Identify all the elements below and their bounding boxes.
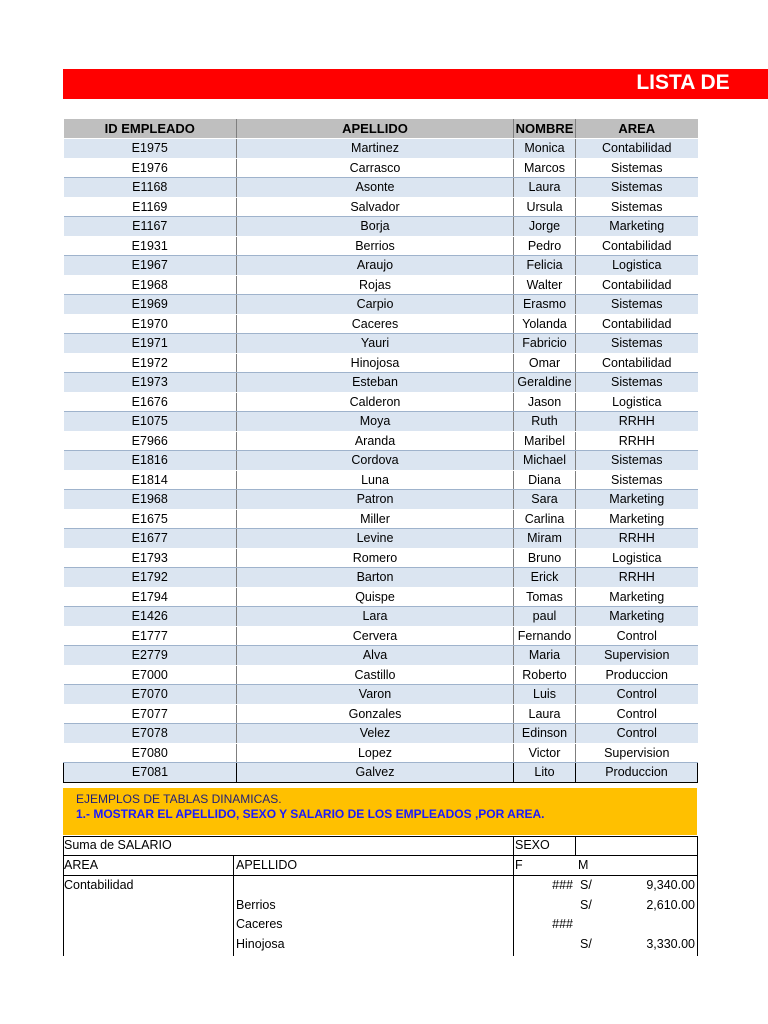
cell-id[interactable]: E1167	[64, 217, 237, 237]
cell-apellido[interactable]: Calderon	[237, 392, 514, 412]
header-apellido[interactable]: APELLIDO	[237, 119, 514, 139]
cell-id[interactable]: E1976	[64, 158, 237, 178]
cell-nombre[interactable]: Miram	[514, 529, 576, 549]
cell-id[interactable]: E1969	[64, 295, 237, 315]
cell-nombre[interactable]: Sara	[514, 490, 576, 510]
cell-apellido[interactable]: Yauri	[237, 334, 514, 354]
table-row	[64, 704, 698, 724]
cell-area[interactable]: Marketing	[576, 509, 698, 529]
cell-area[interactable]: Sistemas	[576, 334, 698, 354]
cell-id[interactable]: E1792	[64, 568, 237, 588]
cell-apellido[interactable]: Gonzales	[237, 704, 514, 724]
table-row	[64, 256, 698, 276]
employee-table	[63, 119, 698, 783]
table-row	[64, 665, 698, 685]
cell-apellido[interactable]: Berrios	[237, 236, 514, 256]
cell-apellido[interactable]: Quispe	[237, 587, 514, 607]
cell-id[interactable]: E7966	[64, 431, 237, 451]
cell-area[interactable]: Marketing	[576, 490, 698, 510]
cell-area[interactable]: RRHH	[576, 568, 698, 588]
table-row	[64, 743, 698, 763]
cell-id[interactable]: E1968	[64, 275, 237, 295]
cell-area[interactable]: Sistemas	[576, 451, 698, 471]
cell-area[interactable]: Control	[576, 724, 698, 744]
table-row	[64, 412, 698, 432]
cell-area[interactable]: Contabilidad	[576, 236, 698, 256]
cell-apellido[interactable]: Moya	[237, 412, 514, 432]
table-row	[64, 646, 698, 666]
cell-nombre[interactable]: Omar	[514, 353, 576, 373]
pivot-line	[63, 855, 697, 856]
cell-id[interactable]: E1968	[64, 490, 237, 510]
cell-apellido[interactable]: Carpio	[237, 295, 514, 315]
cell-apellido[interactable]: Aranda	[237, 431, 514, 451]
cell-nombre[interactable]: Ursula	[514, 197, 576, 217]
cell-apellido[interactable]: Velez	[237, 724, 514, 744]
table-row	[64, 763, 698, 783]
instructions-task[interactable]: 1.- MOSTRAR EL APELLIDO, SEXO Y SALARIO DE LOS EMPLEADOS ,POR AREA.	[76, 807, 545, 821]
cell-nombre[interactable]: Edinson	[514, 724, 576, 744]
cell-apellido[interactable]: Miller	[237, 509, 514, 529]
cell-area[interactable]: Produccion	[576, 665, 698, 685]
cell-apellido[interactable]: Patron	[237, 490, 514, 510]
cell-nombre[interactable]: Monica	[514, 139, 576, 159]
cell-apellido[interactable]: Hinojosa	[237, 353, 514, 373]
cell-apellido[interactable]: Castillo	[237, 665, 514, 685]
table-row	[64, 139, 698, 159]
instructions-box	[63, 788, 697, 835]
table-row	[64, 217, 698, 237]
pivot-sum-label[interactable]: Suma de SALARIO	[64, 838, 172, 852]
cell-id[interactable]: E1972	[64, 353, 237, 373]
cell-area[interactable]: RRHH	[576, 529, 698, 549]
header-area[interactable]: AREA	[576, 119, 698, 139]
cell-id[interactable]: E1675	[64, 509, 237, 529]
cell-area[interactable]: Sistemas	[576, 178, 698, 198]
cell-apellido[interactable]: Lopez	[237, 743, 514, 763]
table-row	[64, 587, 698, 607]
cell-id[interactable]: E1676	[64, 392, 237, 412]
pivot-area-header[interactable]: AREA	[64, 858, 99, 872]
cell-area[interactable]: Sistemas	[576, 197, 698, 217]
pivot-line	[233, 855, 234, 956]
cell-apellido[interactable]: Martinez	[237, 139, 514, 159]
cell-nombre[interactable]: Fabricio	[514, 334, 576, 354]
cell-nombre[interactable]: Carlina	[514, 509, 576, 529]
table-row	[64, 178, 698, 198]
pivot-col-field[interactable]: SEXO	[515, 838, 550, 852]
cell-id[interactable]: E1971	[64, 334, 237, 354]
pivot-apellido-header[interactable]: APELLIDO	[236, 858, 298, 872]
cell-area[interactable]: Control	[576, 626, 698, 646]
table-row	[64, 373, 698, 393]
cell-nombre[interactable]: Geraldine	[514, 373, 576, 393]
cell-nombre[interactable]: Fernando	[514, 626, 576, 646]
cell-apellido[interactable]: Varon	[237, 685, 514, 705]
pivot-cell-m[interactable]: 3,330.00	[646, 936, 695, 951]
cell-id[interactable]: E1814	[64, 470, 237, 490]
cell-nombre[interactable]: Laura	[514, 704, 576, 724]
cell-area[interactable]: RRHH	[576, 412, 698, 432]
cell-nombre[interactable]: Maribel	[514, 431, 576, 451]
cell-id[interactable]: E7080	[64, 743, 237, 763]
cell-id[interactable]: E1967	[64, 256, 237, 276]
cell-area[interactable]: Supervision	[576, 646, 698, 666]
pivot-table	[63, 836, 697, 956]
table-row	[64, 509, 698, 529]
cell-area[interactable]: Contabilidad	[576, 275, 698, 295]
cell-area[interactable]: Marketing	[576, 217, 698, 237]
page-title: LISTA DE	[636, 71, 730, 94]
cell-area[interactable]: Contabilidad	[576, 314, 698, 334]
cell-id[interactable]: E1816	[64, 451, 237, 471]
pivot-line	[63, 875, 697, 876]
cell-id[interactable]: E7070	[64, 685, 237, 705]
pivot-cell-apellido[interactable]: Caceres	[236, 917, 283, 931]
cell-id[interactable]: E1973	[64, 373, 237, 393]
table-row	[64, 314, 698, 334]
table-row	[64, 724, 698, 744]
cell-apellido[interactable]: Lara	[237, 607, 514, 627]
cell-nombre[interactable]: paul	[514, 607, 576, 627]
cell-area[interactable]: Sistemas	[576, 158, 698, 178]
cell-nombre[interactable]: Erasmo	[514, 295, 576, 315]
cell-nombre[interactable]: Yolanda	[514, 314, 576, 334]
cell-id[interactable]: E7078	[64, 724, 237, 744]
cell-nombre[interactable]: Lito	[514, 763, 576, 783]
cell-area[interactable]: Logistica	[576, 392, 698, 412]
table-row	[64, 529, 698, 549]
pivot-cell-currency[interactable]: S/	[580, 936, 592, 951]
cell-area[interactable]: Marketing	[576, 607, 698, 627]
pivot-cell-f[interactable]: ###	[552, 917, 573, 931]
employee-table-body	[64, 139, 698, 783]
pivot-line	[63, 836, 64, 956]
cell-nombre[interactable]: Bruno	[514, 548, 576, 568]
cell-nombre[interactable]: Ruth	[514, 412, 576, 432]
pivot-cell-area[interactable]: Contabilidad	[64, 878, 134, 892]
cell-apellido[interactable]: Carrasco	[237, 158, 514, 178]
cell-area[interactable]: Produccion	[576, 763, 698, 783]
cell-area[interactable]: Control	[576, 704, 698, 724]
cell-area[interactable]: Supervision	[576, 743, 698, 763]
pivot-f-header[interactable]: F	[515, 858, 523, 872]
cell-nombre[interactable]: Walter	[514, 275, 576, 295]
table-row	[64, 197, 698, 217]
cell-apellido[interactable]: Araujo	[237, 256, 514, 276]
cell-id[interactable]: E1794	[64, 587, 237, 607]
cell-id[interactable]: E1970	[64, 314, 237, 334]
table-row	[64, 236, 698, 256]
instructions-title[interactable]: EJEMPLOS DE TABLAS DINAMICAS.	[76, 792, 282, 806]
header-id[interactable]: ID EMPLEADO	[64, 119, 237, 139]
table-row	[64, 548, 698, 568]
table-row	[64, 158, 698, 178]
cell-apellido[interactable]: Salvador	[237, 197, 514, 217]
pivot-cell-currency[interactable]: S/	[580, 897, 592, 912]
cell-apellido[interactable]: Asonte	[237, 178, 514, 198]
table-row	[64, 431, 698, 451]
cell-id[interactable]: E7081	[64, 763, 237, 783]
pivot-line	[513, 836, 514, 956]
table-row	[64, 685, 698, 705]
cell-area[interactable]: Contabilidad	[576, 139, 698, 159]
cell-id[interactable]: E2779	[64, 646, 237, 666]
table-row	[64, 568, 698, 588]
table-row	[64, 607, 698, 627]
cell-area[interactable]: Control	[576, 685, 698, 705]
cell-apellido[interactable]: Alva	[237, 646, 514, 666]
cell-apellido[interactable]: Cervera	[237, 626, 514, 646]
table-row	[64, 490, 698, 510]
cell-area[interactable]: Marketing	[576, 587, 698, 607]
cell-apellido[interactable]: Caceres	[237, 314, 514, 334]
cell-area[interactable]: Logistica	[576, 548, 698, 568]
pivot-line	[575, 836, 576, 856]
pivot-cell-apellido[interactable]: Hinojosa	[236, 936, 285, 951]
cell-apellido[interactable]: Rojas	[237, 275, 514, 295]
table-row	[64, 451, 698, 471]
cell-nombre[interactable]: Jason	[514, 392, 576, 412]
cell-id[interactable]: E1075	[64, 412, 237, 432]
pivot-cell-currency[interactable]: S/	[580, 878, 592, 892]
cell-id[interactable]: E1168	[64, 178, 237, 198]
pivot-cell-m[interactable]: 9,340.00	[646, 878, 695, 892]
table-row	[64, 353, 698, 373]
header-nombre[interactable]: NOMBRE	[514, 119, 576, 139]
cell-id[interactable]: E1169	[64, 197, 237, 217]
cell-apellido[interactable]: Barton	[237, 568, 514, 588]
cell-nombre[interactable]: Tomas	[514, 587, 576, 607]
cell-nombre[interactable]: Laura	[514, 178, 576, 198]
table-row	[64, 275, 698, 295]
table-row	[64, 295, 698, 315]
cell-id[interactable]: E1793	[64, 548, 237, 568]
cell-nombre[interactable]: Pedro	[514, 236, 576, 256]
cell-area[interactable]: RRHH	[576, 431, 698, 451]
cell-id[interactable]: E1777	[64, 626, 237, 646]
cell-area[interactable]: Contabilidad	[576, 353, 698, 373]
cell-id[interactable]: E7000	[64, 665, 237, 685]
table-row	[64, 392, 698, 412]
cell-nombre[interactable]: Roberto	[514, 665, 576, 685]
cell-id[interactable]: E1975	[64, 139, 237, 159]
cell-apellido[interactable]: Levine	[237, 529, 514, 549]
table-header-row	[64, 119, 698, 139]
cell-nombre[interactable]: Michael	[514, 451, 576, 471]
table-row	[64, 470, 698, 490]
cell-apellido[interactable]: Luna	[237, 470, 514, 490]
table-row	[64, 334, 698, 354]
title-banner	[63, 69, 768, 99]
cell-nombre[interactable]: Felicia	[514, 256, 576, 276]
cell-area[interactable]: Sistemas	[576, 373, 698, 393]
cell-nombre[interactable]: Maria	[514, 646, 576, 666]
table-row	[64, 626, 698, 646]
cell-apellido[interactable]: Borja	[237, 217, 514, 237]
cell-nombre[interactable]: Marcos	[514, 158, 576, 178]
cell-apellido[interactable]: Esteban	[237, 373, 514, 393]
cell-nombre[interactable]: Diana	[514, 470, 576, 490]
cell-nombre[interactable]: Luis	[514, 685, 576, 705]
cell-nombre[interactable]: Victor	[514, 743, 576, 763]
pivot-line	[697, 836, 698, 956]
cell-area[interactable]: Sistemas	[576, 295, 698, 315]
pivot-cell-f[interactable]: ###	[552, 878, 573, 892]
pivot-cell-apellido[interactable]: Berrios	[236, 897, 276, 912]
cell-id[interactable]: E1426	[64, 607, 237, 627]
pivot-cell-m[interactable]: 2,610.00	[646, 897, 695, 912]
cell-nombre[interactable]: Jorge	[514, 217, 576, 237]
cell-id[interactable]: E7077	[64, 704, 237, 724]
cell-apellido[interactable]: Galvez	[237, 763, 514, 783]
cell-area[interactable]: Logistica	[576, 256, 698, 276]
cell-apellido[interactable]: Cordova	[237, 451, 514, 471]
cell-id[interactable]: E1677	[64, 529, 237, 549]
cell-area[interactable]: Sistemas	[576, 470, 698, 490]
cell-nombre[interactable]: Erick	[514, 568, 576, 588]
cell-id[interactable]: E1931	[64, 236, 237, 256]
cell-apellido[interactable]: Romero	[237, 548, 514, 568]
pivot-m-header[interactable]: M	[578, 858, 589, 872]
